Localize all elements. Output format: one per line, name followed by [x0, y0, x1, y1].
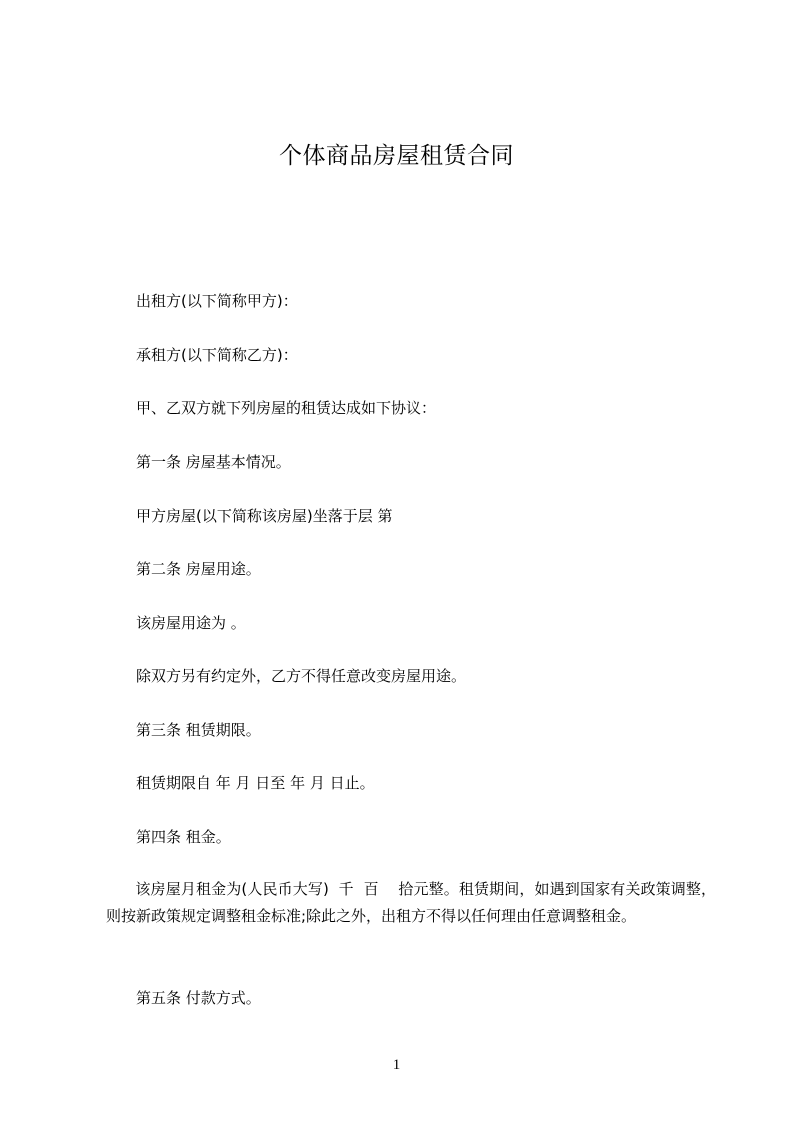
article-4-heading: 第四条 租金。	[136, 828, 231, 846]
article-5-heading: 第五条 付款方式。	[136, 989, 261, 1007]
article-3-heading: 第三条 租赁期限。	[136, 721, 261, 739]
article-2-restriction: 除双方另有约定外，乙方不得任意改变房屋用途。	[136, 667, 467, 685]
article-3-text: 租赁期限自 年 月 日至 年 月 日止。	[136, 774, 375, 792]
article-1-text: 甲方房屋(以下简称该房屋)坐落于层 第	[136, 507, 393, 525]
document-title: 个体商品房屋租赁合同	[279, 143, 514, 169]
lessee-line: 承租方(以下简称乙方)：	[136, 346, 298, 364]
page-number: 1	[392, 1057, 401, 1073]
article-2-heading: 第二条 房屋用途。	[136, 560, 261, 578]
article-2-text: 该房屋用途为 。	[136, 614, 246, 632]
article-1-heading: 第一条 房屋基本情况。	[136, 453, 291, 471]
agreement-intro: 甲、乙双方就下列房屋的租赁达成如下协议：	[136, 399, 437, 417]
article-4-rent-paragraph: 该房屋月租金为(人民币大写) 千 百 拾元整。租赁期间，如遇到国家有关政策调整，则按新政策规定调整租金标准;除此之外，出租方不得以任何理由任意调整租金。	[106, 880, 717, 925]
lessor-line: 出租方(以下简称甲方)：	[136, 292, 298, 310]
